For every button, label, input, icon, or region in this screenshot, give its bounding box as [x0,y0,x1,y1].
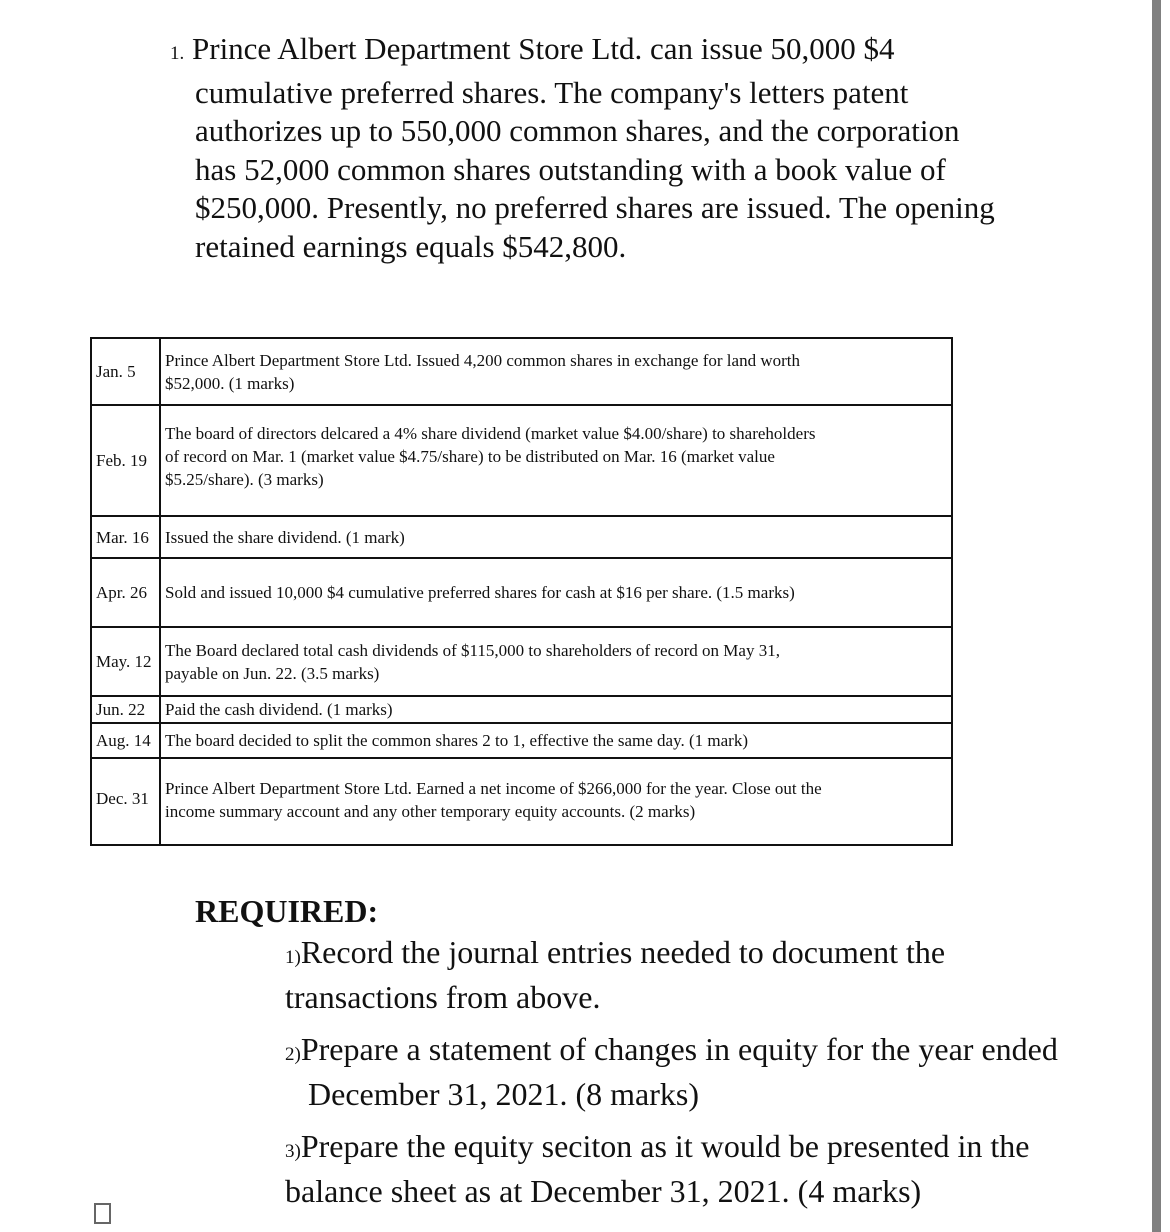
vertical-scrollbar[interactable] [1152,0,1161,1232]
table-row [91,627,952,696]
required-heading: REQUIRED: [195,893,379,929]
table-row [91,405,952,516]
table-row [91,696,952,723]
transaction-date: Aug. 14 [91,723,160,758]
checkbox[interactable] [94,1203,111,1224]
required-item: 2)Prepare a statement of changes in equity for the year ended December 31, 2021. (8 marks) [285,1031,1058,1112]
transaction-description: The board of directors delcared a 4% share dividend (market value $4.00/share) to shareholders of record on Mar. 1 (market value $4.75/share) to be distributed on Mar. 16 (market value $5.25/share). (3 marks) [160,405,952,516]
problem-intro: 1. Prince Albert Department Store Ltd. can issue 50,000 $4 cumulative preferred shares. The company's letters patent authorizes up to 550,000 common shares, and the corporation has 52,000 common shares outstanding with a book value of $250,000. Presently, no preferred shares are issued. The opening retained earnings equals $542,800. [170,31,995,264]
table-row [91,558,952,627]
table-row [91,338,952,405]
transaction-date: Dec. 31 [91,758,160,845]
transactions-table [90,337,953,846]
transaction-description: Paid the cash dividend. (1 marks) [160,696,952,723]
problem-number: 1. [170,43,185,64]
table-row [91,723,952,758]
transaction-date: Jan. 5 [91,338,160,405]
transaction-date: May. 12 [91,627,160,696]
required-item: 3)Prepare the equity seciton as it would be presented in the balance sheet as at December 31, 2021. (4 marks) [285,1128,1030,1209]
transaction-date: Apr. 26 [91,558,160,627]
transaction-description: The Board declared total cash dividends of $115,000 to shareholders of record on May 31, payable on Jun. 22. (3.5 marks) [160,627,952,696]
transaction-date: Feb. 19 [91,405,160,516]
required-list [285,933,1105,1224]
transaction-date: Jun. 22 [91,696,160,723]
transaction-description: Prince Albert Department Store Ltd. Earned a net income of $266,000 for the year. Close out the income summary account and any other temporary equity accounts. (2 marks) [160,758,952,845]
transaction-description: Issued the share dividend. (1 mark) [160,516,952,558]
transaction-description: The board decided to split the common shares 2 to 1, effective the same day. (1 mark) [160,723,952,758]
table-row [91,516,952,558]
required-item: 1)Record the journal entries needed to document the transactions from above. [285,934,946,1015]
transaction-description: Sold and issued 10,000 $4 cumulative preferred shares for cash at $16 per share. (1.5 marks) [160,558,952,627]
table-row [91,758,952,845]
transaction-date: Mar. 16 [91,516,160,558]
transaction-description: Prince Albert Department Store Ltd. Issued 4,200 common shares in exchange for land worth $52,000. (1 marks) [160,338,952,405]
